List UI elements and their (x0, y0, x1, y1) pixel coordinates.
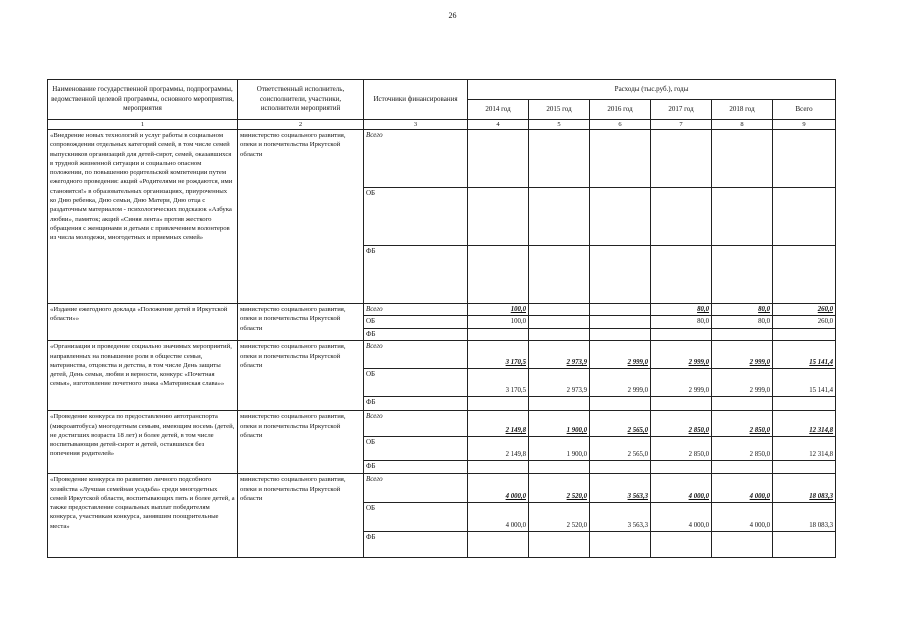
table-row (48, 411, 836, 437)
amount-cell (712, 188, 773, 246)
header-year: 2018 год (712, 100, 773, 120)
funding-source: ФБ (364, 328, 468, 340)
executor-name: министерство социального развития, опеки и попечительства Иркутской области (238, 411, 364, 474)
amount-cell (590, 461, 651, 474)
amount-cell: 2 999,0 (590, 369, 651, 397)
amount-cell (590, 130, 651, 188)
amount-cell: 2 520,0 (529, 474, 590, 503)
amount-cell: 4 000,0 (651, 474, 712, 503)
funding-source: ОБ (364, 316, 468, 328)
amount-cell: 4 000,0 (712, 474, 773, 503)
funding-source: ОБ (364, 437, 468, 461)
amount-cell: 4 000,0 (468, 474, 529, 503)
amount-cell (590, 316, 651, 328)
funding-source: ОБ (364, 369, 468, 397)
amount-cell: 100,0 (468, 304, 529, 316)
amount-total-cell: 18 083,3 (773, 474, 836, 503)
amount-cell: 2 999,0 (651, 369, 712, 397)
amount-total-cell: 12 314,8 (773, 411, 836, 437)
amount-total-cell: 15 141,4 (773, 369, 836, 397)
amount-cell (651, 130, 712, 188)
amount-cell (590, 304, 651, 316)
activity-name: «Проведение конкурса по развитию личного подсобного хозяйства «Лучшая семейная усадьба» среди многодетных семей Иркутской области, воспитывающих пять и более детей, а также предоставление социальных выплат победителям конкурса, участникам конкурса, занявшим поощрительные места» (48, 474, 238, 558)
column-number: 7 (651, 120, 712, 130)
amount-total-cell (773, 130, 836, 188)
activity-name: «Внедрение новых технологий и услуг работы в социальном сопровождении отдельных категорий семей, в том числе семей выпускников организаций для детей-сирот, семей, оказавшихся в трудной жизненной ситуации и социально опасном положении, по повышению родительской компетенции путем ежегодного проведения: акций «Родителями не рождаются, ими становятся!» в образовательных организациях, приуроченных ко Дню ребенка, Дню семьи, Дню Матери, Дню отца с раздаточным материалом - психологических подсказок «Азбука любви», памяток; акций «Синяя лента» против жесткого обращения с женщинами и детьми с привлечением волонтеров из числа молодежи, многодетных и приемных семей» (48, 130, 238, 304)
executor-name: министерство социального развития, опеки и попечительства Иркутской области (238, 341, 364, 411)
executor-name: министерство социального развития, опеки и попечительства Иркутской области (238, 130, 364, 304)
amount-cell (529, 246, 590, 304)
funding-source: ФБ (364, 246, 468, 304)
amount-total-cell (773, 246, 836, 304)
funding-source: Всего (364, 304, 468, 316)
amount-cell (468, 328, 529, 340)
column-number: 6 (590, 120, 651, 130)
amount-cell: 2 149,8 (468, 437, 529, 461)
column-number-row (48, 120, 836, 130)
amount-cell (529, 130, 590, 188)
amount-cell: 3 563,3 (590, 503, 651, 532)
executor-name: министерство социального развития, опеки и попечительства Иркутской области (238, 304, 364, 341)
amount-cell: 2 565,0 (590, 437, 651, 461)
amount-total-cell (773, 188, 836, 246)
amount-cell (651, 328, 712, 340)
header-year: 2015 год (529, 100, 590, 120)
amount-cell: 1 900,0 (529, 411, 590, 437)
amount-cell: 3 563,3 (590, 474, 651, 503)
header-year: 2017 год (651, 100, 712, 120)
amount-cell (529, 532, 590, 558)
amount-cell: 80,0 (651, 304, 712, 316)
amount-cell (529, 397, 590, 411)
amount-cell (590, 397, 651, 411)
table-row (48, 474, 836, 503)
funding-source: Всего (364, 341, 468, 369)
header-year: 2014 год (468, 100, 529, 120)
amount-cell (712, 397, 773, 411)
amount-cell: 4 000,0 (712, 503, 773, 532)
header-year-total: Всего (773, 100, 836, 120)
amount-cell: 2 149,8 (468, 411, 529, 437)
amount-cell: 4 000,0 (468, 503, 529, 532)
funding-source: Всего (364, 411, 468, 437)
column-number: 1 (48, 120, 238, 130)
header-executor: Ответственный исполнитель, соисполнители, участники, исполнители мероприятий (238, 80, 364, 120)
amount-cell: 4 000,0 (651, 503, 712, 532)
amount-total-cell: 260,0 (773, 316, 836, 328)
amount-cell (468, 461, 529, 474)
amount-cell (529, 188, 590, 246)
amount-cell (590, 246, 651, 304)
amount-cell: 80,0 (651, 316, 712, 328)
amount-cell (529, 461, 590, 474)
table-row (48, 304, 836, 316)
amount-cell: 2 999,0 (651, 341, 712, 369)
column-number: 4 (468, 120, 529, 130)
amount-total-cell: 15 141,4 (773, 341, 836, 369)
amount-cell (590, 188, 651, 246)
funding-source: ОБ (364, 503, 468, 532)
activity-name: «Проведение конкурса по предоставлению автотранспорта (микроавтобуса) многодетным семьям, имеющим восемь (детей, не достигших возраста 18 лет) и более детей, в том числе воспитывающим детей-сирот и детей, оставшихся без попечения родителей» (48, 411, 238, 474)
column-number: 5 (529, 120, 590, 130)
header-source: Источники финансирования (364, 80, 468, 120)
page-number: 26 (448, 11, 457, 20)
amount-cell: 2 999,0 (712, 369, 773, 397)
column-number: 2 (238, 120, 364, 130)
amount-cell (712, 532, 773, 558)
table-row (48, 341, 836, 369)
amount-cell: 2 973,9 (529, 341, 590, 369)
column-number: 3 (364, 120, 468, 130)
amount-total-cell: 260,0 (773, 304, 836, 316)
amount-total-cell: 18 083,3 (773, 503, 836, 532)
amount-cell (468, 246, 529, 304)
amount-cell: 2 850,0 (651, 437, 712, 461)
amount-cell (651, 246, 712, 304)
column-number: 8 (712, 120, 773, 130)
amount-cell (712, 461, 773, 474)
amount-cell (529, 304, 590, 316)
amount-cell (468, 188, 529, 246)
amount-total-cell (773, 328, 836, 340)
amount-cell (651, 188, 712, 246)
amount-cell: 80,0 (712, 316, 773, 328)
table-row (48, 130, 836, 188)
amount-cell: 2 565,0 (590, 411, 651, 437)
amount-cell: 100,0 (468, 316, 529, 328)
column-number: 9 (773, 120, 836, 130)
funding-source: ФБ (364, 397, 468, 411)
funding-source: Всего (364, 130, 468, 188)
amount-cell: 1 900,0 (529, 437, 590, 461)
amount-cell (590, 328, 651, 340)
amount-cell: 2 520,0 (529, 503, 590, 532)
amount-cell: 2 973,9 (529, 369, 590, 397)
amount-cell: 2 850,0 (712, 411, 773, 437)
activity-name: «Организация и проведение социально значимых мероприятий, направленных на повышение роли в обществе семьи, материнства, отцовства и детства, в том числе День защиты детей, День семьи, любви и верности, конкурс «Почетная семья», изготовление почетного знака «Материнская слава»» (48, 341, 238, 411)
amount-cell: 2 999,0 (590, 341, 651, 369)
header-row-1 (48, 80, 836, 100)
header-name: Наименование государственной программы, подпрограммы, ведомственной целевой программы, основного мероприятия, мероприятия (48, 80, 238, 120)
amount-cell (712, 130, 773, 188)
funding-source: ФБ (364, 532, 468, 558)
amount-cell (651, 461, 712, 474)
amount-cell (529, 328, 590, 340)
executor-name: министерство социального развития, опеки и попечительства Иркутской области (238, 474, 364, 558)
amount-cell: 3 170,5 (468, 341, 529, 369)
funding-source: ФБ (364, 461, 468, 474)
amount-cell (468, 397, 529, 411)
amount-cell (712, 246, 773, 304)
amount-total-cell (773, 461, 836, 474)
amount-cell (468, 130, 529, 188)
expenses-table (47, 79, 836, 558)
amount-cell (651, 532, 712, 558)
amount-cell (712, 328, 773, 340)
amount-cell: 2 850,0 (712, 437, 773, 461)
amount-cell (651, 397, 712, 411)
amount-cell: 2 999,0 (712, 341, 773, 369)
activity-name: «Издание ежегодного доклада «Положение детей в Иркутской области»» (48, 304, 238, 341)
amount-total-cell (773, 532, 836, 558)
amount-cell: 3 170,5 (468, 369, 529, 397)
amount-cell (468, 532, 529, 558)
amount-cell: 80,0 (712, 304, 773, 316)
amount-total-cell (773, 397, 836, 411)
header-year: 2016 год (590, 100, 651, 120)
header-expenses: Расходы (тыс.руб.), годы (468, 80, 836, 100)
amount-cell: 2 850,0 (651, 411, 712, 437)
amount-cell (529, 316, 590, 328)
amount-cell (590, 532, 651, 558)
funding-source: Всего (364, 474, 468, 503)
amount-total-cell: 12 314,8 (773, 437, 836, 461)
funding-source: ОБ (364, 188, 468, 246)
